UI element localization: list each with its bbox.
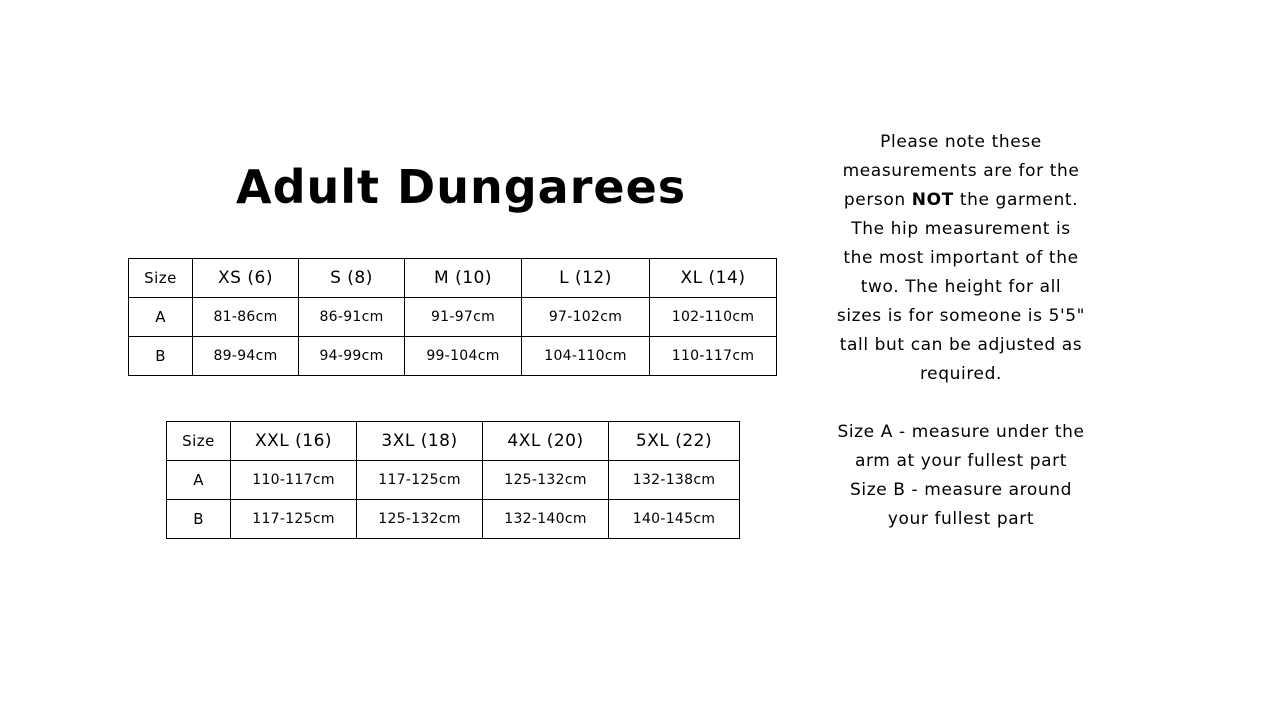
table-cell: 97-102cm xyxy=(522,298,650,337)
table-header-cell: S (8) xyxy=(299,259,405,298)
note-text: the garment. The hip measurement is the most important of the two. The height for all sizes is for someone is 5'5" tall but can be adjusted as required. xyxy=(836,190,1086,384)
note-paragraph xyxy=(836,128,1086,389)
size-table-regular xyxy=(128,258,777,376)
table-header-cell: XL (14) xyxy=(650,259,777,298)
size-a-note: Size A - measure under the arm at your fullest part xyxy=(837,422,1085,471)
table-row xyxy=(167,500,740,539)
table-cell: 104-110cm xyxy=(522,337,650,376)
table-cell: 94-99cm xyxy=(299,337,405,376)
size-table-plus xyxy=(166,421,740,539)
table-header-cell: 4XL (20) xyxy=(483,422,609,461)
table-header-cell: XS (6) xyxy=(193,259,299,298)
table-header-cell: XXL (16) xyxy=(231,422,357,461)
table-cell: 117-125cm xyxy=(357,461,483,500)
table-row xyxy=(167,461,740,500)
table-cell: 110-117cm xyxy=(650,337,777,376)
table-cell: 140-145cm xyxy=(609,500,740,539)
table-cell: 110-117cm xyxy=(231,461,357,500)
table-cell: 102-110cm xyxy=(650,298,777,337)
note-text: Please note these measurements are for the person xyxy=(842,132,1080,210)
table-row xyxy=(129,337,777,376)
table-header-cell: 3XL (18) xyxy=(357,422,483,461)
measurement-notes xyxy=(836,128,1086,534)
table-row xyxy=(129,298,777,337)
size-b-note: Size B - measure around your fullest part xyxy=(849,480,1073,529)
table-header-cell: M (10) xyxy=(405,259,522,298)
table-cell: 132-138cm xyxy=(609,461,740,500)
table-header-cell: Size xyxy=(167,422,231,461)
table-cell: 81-86cm xyxy=(193,298,299,337)
table-cell: 132-140cm xyxy=(483,500,609,539)
table-cell: 99-104cm xyxy=(405,337,522,376)
table-cell: 91-97cm xyxy=(405,298,522,337)
table-cell: 117-125cm xyxy=(231,500,357,539)
row-label: B xyxy=(129,337,193,376)
row-label: B xyxy=(167,500,231,539)
table-cell: 125-132cm xyxy=(357,500,483,539)
table-cell: 125-132cm xyxy=(483,461,609,500)
table-cell: 89-94cm xyxy=(193,337,299,376)
page-title: Adult Dungarees xyxy=(236,160,687,214)
table-header-cell: L (12) xyxy=(522,259,650,298)
table-header-row xyxy=(129,259,777,298)
row-label: A xyxy=(129,298,193,337)
table-header-cell: 5XL (22) xyxy=(609,422,740,461)
table-cell: 86-91cm xyxy=(299,298,405,337)
note-emphasis: NOT xyxy=(911,190,954,210)
table-header-cell: Size xyxy=(129,259,193,298)
row-label: A xyxy=(167,461,231,500)
table-header-row xyxy=(167,422,740,461)
spacer xyxy=(836,389,1086,418)
